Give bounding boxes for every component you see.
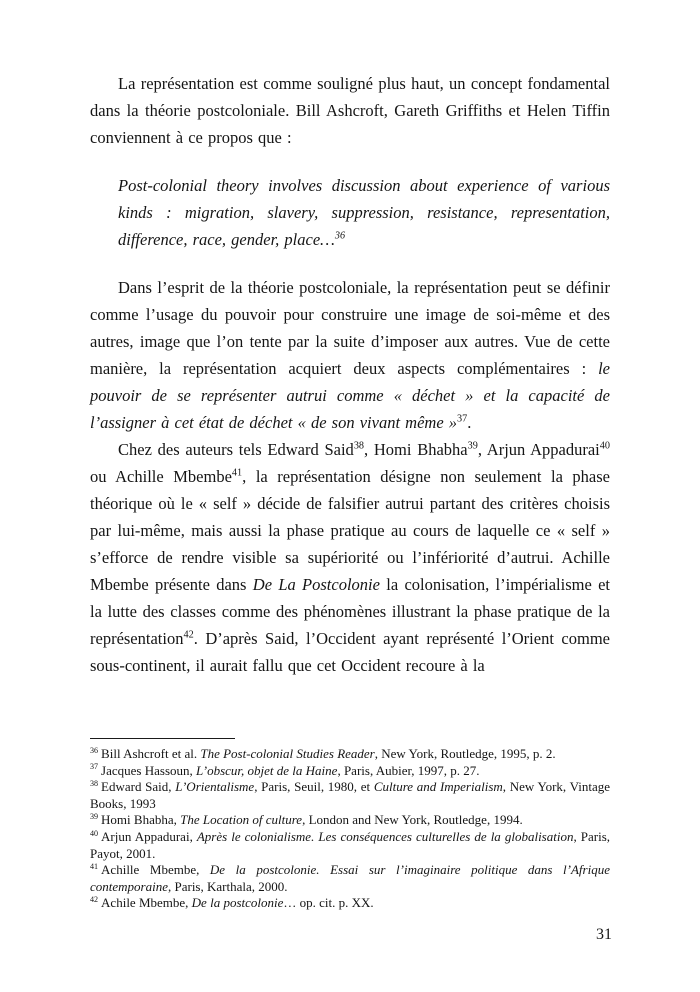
footnote-37 [90, 763, 610, 780]
footnote-marker: 40 [90, 828, 99, 838]
document-body [90, 70, 610, 679]
footnote-text: Homi Bhabha, The Location of culture, London and New York, Routledge, 1994. [101, 812, 523, 828]
footnote-text: Edward Said, L’Orientalisme, Paris, Seuil, 1980, et Culture and Imperialism, New York, Vintage Books, 1993 [90, 779, 610, 811]
paragraph-2: Dans l’esprit de la théorie postcoloniale, la représentation peut se définir comme l’usage du pouvoir pour construire une image de soi-même et des autres, image que l’on tente par la suite d’imposer aux autres. Vue de cette manière, la représentation acquiert deux aspects complémentaires : le pouvoir de se représenter autrui comme « déchet » et la capacité de l’assigner à cet état de déchet « de son vivant même »$^{37}$. [90, 278, 610, 432]
footnote-36 [90, 746, 610, 763]
footnote-marker: 41 [90, 861, 99, 871]
footnote-text: Achile Mbembe, De la postcolonie… op. cit. p. XX. [101, 895, 374, 911]
footnote-marker: 39 [90, 812, 99, 822]
footnote-text: Bill Ashcroft et al. The Post-colonial Studies Reader, New York, Routledge, 1995, p. 2. [101, 746, 556, 762]
footnote-41 [90, 862, 610, 895]
footnote-42 [90, 895, 610, 912]
footnote-text: Achille Mbembe, De la postcolonie. Essai sur l’imaginaire politique dans l’Afrique contemporaine, Paris, Karthala, 2000. [90, 862, 610, 894]
footnote-38 [90, 779, 610, 812]
footnote-marker: 42 [90, 895, 99, 905]
whitespace-spacer [90, 679, 610, 738]
footnote-separator [90, 738, 235, 739]
paragraph-1: La représentation est comme souligné plus haut, un concept fondamental dans la théorie postcoloniale. Bill Ashcroft, Gareth Griffiths et Helen Tiffin conviennent à ce propos que : [90, 74, 610, 147]
footnote-marker: 38 [90, 778, 99, 788]
footnote-marker: 36 [90, 745, 99, 755]
footnotes-section [90, 738, 610, 912]
footnote-40 [90, 829, 610, 862]
footnote-text: Jacques Hassoun, L’obscur, objet de la Haine, Paris, Aubier, 1997, p. 27. [101, 762, 480, 778]
block-quote: Post-colonial theory involves discussion about experience of various kinds : migration, slavery, suppression, resistance, representation, difference, race, gender, place…$^{36}$ [118, 176, 610, 249]
footnote-39 [90, 812, 610, 829]
page-number: 31 [596, 926, 612, 943]
footnote-marker: 37 [90, 762, 99, 772]
footnote-text: Arjun Appadurai, Après le colonialisme. Les conséquences culturelles de la globalisation, Paris, Payot, 2001. [90, 829, 611, 861]
paragraph-3: Chez des auteurs tels Edward Said$^{38}$, Homi Bhabha$^{39}$, Arjun Appadurai$^{40}$ ou Achille Mbembe$^{41}$, la représentation désigne non seulement la phase théorique où le « self » décide de falsifier autrui partant des critères choisis par lui-même, mais aussi la phase pratique au cours de laquelle ce « self » s’efforce de rendre visible sa supériorité ou l’infériorité d’autrui. Achille Mbembe présente dans De La Postcolonie la colonisation, l’impérialisme et la lutte des classes comme des phénomènes illustrant la phase pratique de la représentation$^{42}$. D’après Said, l’Occident ayant représenté l’Orient comme sous-continent, il aurait fallu que cet Occident recoure à la [90, 440, 611, 675]
